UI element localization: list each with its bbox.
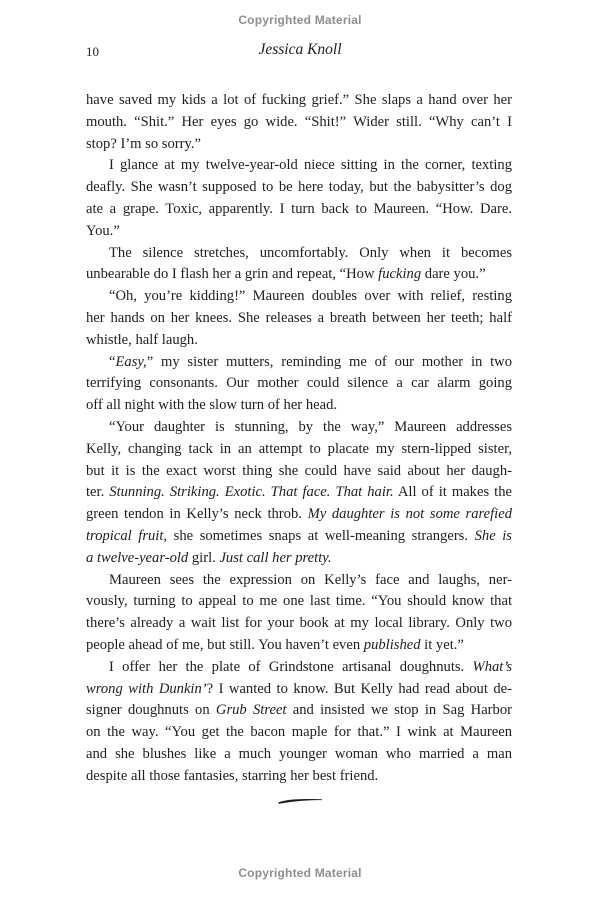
text-line — [86, 679, 512, 701]
italic-text-segment: My daughter is not some rarefied — [307, 506, 513, 523]
text-segment: All of it makes the — [393, 484, 512, 501]
italic-text-segment: She is — [474, 527, 512, 544]
text-segment: ? I wanted to know. But Kelly had read about de- — [206, 680, 512, 697]
italic-text-segment: fucking — [378, 266, 422, 283]
text-segment: You.” — [86, 222, 120, 239]
text-line — [86, 155, 512, 177]
text-line — [86, 591, 512, 613]
text-segment: people ahead of me, but still. You haven’t even — [86, 636, 364, 653]
text-line — [86, 330, 512, 352]
text-line — [86, 766, 512, 788]
text-segment: ate a grape. Toxic, apparently. I turn back to Maureen. “How. Dare. — [86, 200, 512, 217]
text-segment: despite all those fantasies, starring her best friend. — [86, 767, 379, 784]
text-segment: girl. — [188, 549, 220, 566]
text-segment: dare you.” — [421, 266, 486, 283]
text-line — [86, 439, 512, 461]
running-head-author: Jessica Knoll — [258, 41, 342, 58]
italic-text-segment: wrong with Dunkin’ — [86, 680, 207, 697]
text-line — [86, 199, 512, 221]
text-line — [86, 352, 512, 374]
top-copyright-notice: Copyrighted Material — [238, 13, 362, 27]
text-segment: green tendon in Kelly’s neck throb. — [86, 506, 308, 523]
text-line — [86, 700, 512, 722]
text-segment: “Your daughter is stunning, by the way,” Maureen addresses — [109, 418, 512, 435]
text-line — [86, 112, 512, 134]
text-segment: stop? I’m so sorry.” — [86, 135, 201, 152]
text-line — [86, 90, 512, 112]
text-segment: Kelly, changing tack in an attempt to placate my stern-lipped sister, — [86, 440, 512, 457]
text-line — [86, 177, 512, 199]
text-segment: on the way. “You get the bacon maple for that.” I wink at Maureen — [86, 724, 512, 741]
text-segment: ter. — [86, 484, 110, 501]
book-text — [86, 90, 512, 788]
text-segment: and she blushes like a much younger woman who married a man — [86, 745, 512, 762]
text-line — [86, 395, 512, 417]
text-segment: vously, turning to appeal to me one last time. “You should know that — [86, 593, 512, 610]
italic-text-segment: tropical fruit, — [86, 527, 168, 544]
text-line — [86, 548, 512, 570]
text-segment: Maureen sees the expression on Kelly’s face and laughs, ner- — [109, 571, 512, 588]
text-segment: have saved my kids a lot of fucking grief.” She slaps a hand over her — [86, 92, 512, 108]
text-line — [86, 417, 512, 439]
bottom-copyright-notice: Copyrighted Material — [238, 866, 362, 880]
text-line — [86, 635, 512, 657]
text-segment: deafly. She wasn’t supposed to be here today, but the babysitter’s dog — [86, 179, 512, 196]
text-segment: there’s already a wait list for your book at my local library. Only two — [86, 615, 512, 632]
text-line — [86, 613, 512, 635]
italic-text-segment: published — [363, 636, 421, 653]
text-segment: “Oh, you’re kidding!” Maureen doubles over with relief, resting — [109, 288, 512, 305]
text-line — [86, 461, 512, 483]
text-segment: terrifying consonants. Our mother could silence a car alarm going — [86, 375, 512, 392]
text-segment: “ — [109, 353, 116, 370]
text-segment: ” my sister mutters, reminding me of our mother in two — [146, 353, 512, 370]
text-segment: and insisted we stop in Sag Harbor — [286, 702, 512, 719]
text-segment: mouth. “Shit.” Her eyes go wide. “Shit!” Wider still. “Why can’t I — [86, 113, 512, 130]
text-segment: it yet.” — [420, 636, 464, 653]
text-segment: off all night with the slow turn of her head. — [86, 397, 338, 414]
text-line — [86, 243, 512, 265]
text-line — [86, 308, 512, 330]
text-segment: but it is the exact worst thing she could have said about her daugh- — [86, 462, 512, 479]
text-segment: signer doughnuts on — [86, 702, 216, 719]
text-segment: whistle, half laugh. — [86, 331, 198, 348]
text-line — [86, 722, 512, 744]
italic-text-segment: Just call her pretty. — [219, 549, 332, 566]
text-segment: unbearable do I flash her a grin and repeat, “How — [86, 266, 379, 283]
italic-text-segment: a twelve-year-old — [86, 549, 189, 566]
text-line — [86, 221, 512, 243]
italic-text-segment: What’s — [472, 658, 512, 675]
page-number: 10 — [86, 44, 99, 59]
calligraphic-dash-icon — [276, 793, 324, 810]
text-line — [86, 570, 512, 592]
text-segment: The silence stretches, uncomfortably. Only when it becomes — [109, 244, 512, 261]
italic-text-segment: Stunning. Striking. Exotic. That face. That hair. — [109, 484, 394, 501]
text-line — [86, 286, 512, 308]
italic-text-segment: Grub Street — [215, 702, 287, 719]
text-line — [86, 373, 512, 395]
text-segment: she sometimes snaps at well-meaning strangers. — [167, 527, 475, 544]
italic-text-segment: Easy, — [115, 353, 147, 370]
text-line — [86, 504, 512, 526]
text-line — [86, 264, 512, 286]
text-line — [86, 526, 512, 548]
text-segment: I glance at my twelve-year-old niece sitting in the corner, texting — [109, 157, 512, 174]
text-segment: I offer her the plate of Grindstone artisanal doughnuts. — [109, 658, 473, 675]
text-line — [86, 657, 512, 679]
text-line — [86, 482, 512, 504]
text-segment: her hands on her knees. She releases a breath between her teeth; half — [86, 309, 512, 326]
text-line — [86, 134, 512, 156]
section-divider — [0, 793, 600, 811]
text-line — [86, 744, 512, 766]
